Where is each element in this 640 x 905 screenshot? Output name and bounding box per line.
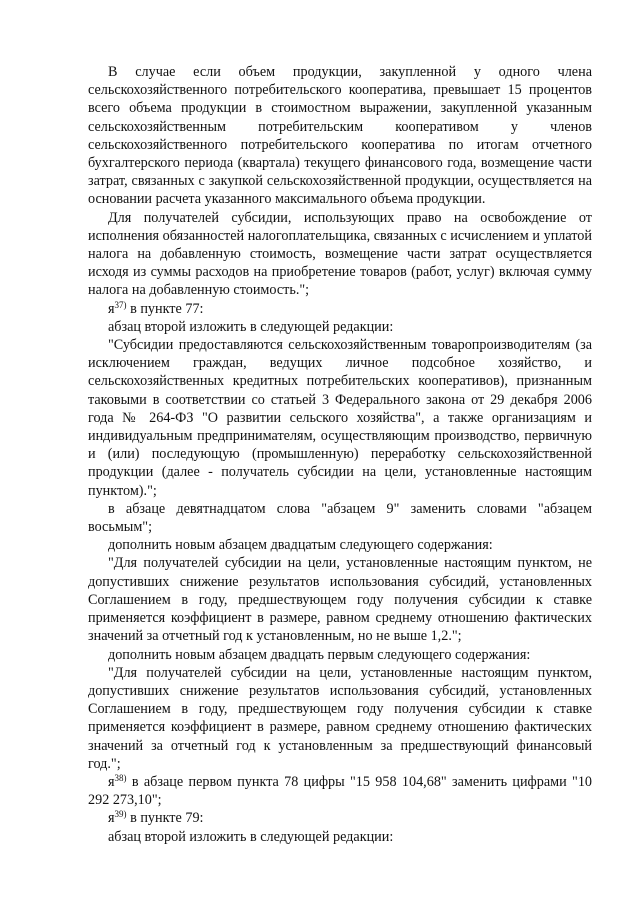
paragraph-vat-exemption: Для получателей субсидии, использующих право на освобождение от исполнения обязанностей налогоплательщика, связанных с исчислением и уплатой налога на добавленную стоимость, возмещение части затрат осуществляется исходя из суммы расходов на приобретение товаров (работ, услуг) включая сумму налога на добавленную стоимость."; — [88, 209, 592, 299]
item-prefix: я — [108, 300, 115, 317]
paragraph-purchase-volume: В случае если объем продукции, закупленной у одного члена сельскохозяйственного потребительского кооператива, превышает 15 процентов всего объема продукции в стоимостном выражении, закупленной указанным сельскохозяйственным потребительским кооперативом у членов сельскохозяйственного потребительского кооператива по итогам отчетного бухгалтерского периода (квартала) текущего финансового года, возмещение части затрат, связанных с закупкой сельскохозяйственной продукции, осуществляется на основании расчета указанного максимального объема продукции. — [88, 64, 592, 208]
paragraph-add-twentieth: дополнить новым абзацем двадцатым следующего содержания: — [108, 537, 493, 554]
paragraph-add-twenty-first: дополнить новым абзацем двадцать первым следующего содержания: — [108, 646, 531, 663]
list-item-37 — [88, 300, 592, 318]
paragraph-coefficient-decrease: "Для получателей субсидии на цели, установленные настоящим пунктом, допустивших снижение результатов использования субсидий, установленных Соглашением в году, предшествующем году получения субсидии к ставке применяется коэффициент в размере, равном среднему отношению фактических значений за отчетный год к установленным за предшествующий финансовый год."; — [88, 664, 592, 772]
list-item-39 — [88, 809, 592, 827]
item-prefix: я — [108, 773, 115, 790]
document-page — [88, 63, 592, 846]
paragraph-replace-words: в абзаце девятнадцатом слова "абзацем 9" заменить словами "абзацем восьмым"; — [88, 500, 592, 536]
paragraph-redaction-note: абзац второй изложить в следующей редакции: — [108, 318, 394, 335]
list-item-38 — [88, 773, 592, 809]
item-text: в абзаце первом пункта 78 цифры "15 958 104,68" заменить цифрами "10 292 273,10"; — [88, 773, 593, 809]
paragraph-redaction-note-2: абзац второй изложить в следующей редакции: — [108, 828, 394, 845]
item-number: 39) — [114, 809, 127, 820]
item-prefix: я — [108, 810, 115, 827]
paragraph-subsidy-recipients: "Субсидии предоставляются сельскохозяйственным товаропроизводителям (за исключением граждан, ведущих личное подсобное хозяйство, и сельскохозяйственных кредитных потребительских кооперативов), признанным таковыми в соответствии со статьей 3 Федерального закона от 29 декабря 2006 года № 264-ФЗ "О развитии сельского хозяйства", а также организациям и индивидуальным предпринимателям, осуществляющим производство, первичную и (или) последующую (промышленную) переработку сельскохозяйственной продукции (далее - получатель субсидии на цели, установленные настоящим пунктом)."; — [88, 337, 592, 499]
item-text: в пункте 79: — [130, 810, 204, 827]
item-number: 37) — [114, 299, 127, 310]
item-text: в пункте 77: — [130, 300, 204, 317]
item-number: 38) — [114, 772, 127, 783]
paragraph-coefficient-no-decrease: "Для получателей субсидии на цели, установленные настоящим пунктом, не допустивших снижение результатов использования субсидий, установленных Соглашением в году, предшествующем году получения субсидии к ставке применяется коэффициент в размере, равном среднему отношению фактических значений за отчетный год к установленным, но не выше 1,2."; — [88, 555, 592, 645]
